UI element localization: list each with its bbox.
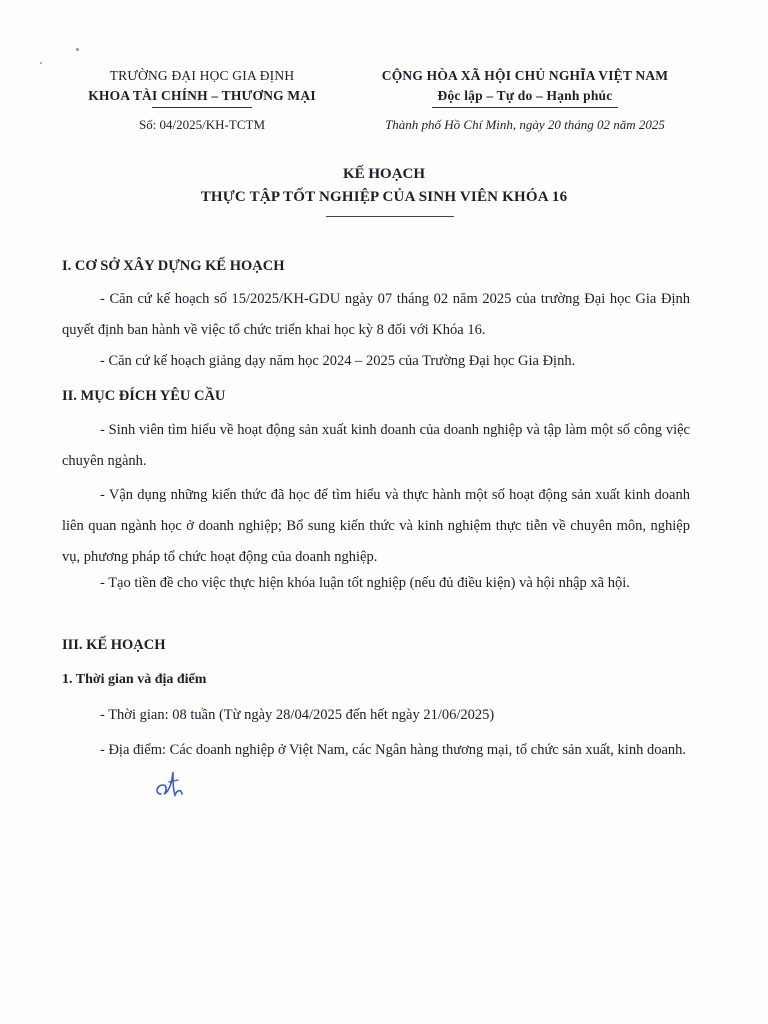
signature-icon: [152, 768, 186, 802]
doc-subtitle: THỰC TẬP TỐT NGHIỆP CỦA SINH VIÊN KHÓA 16: [200, 189, 568, 205]
paragraph: - Tạo tiền đề cho việc thực hiện khóa luận tốt nghiệp (nếu đủ điều kiện) và hội nhập xã hội.: [100, 575, 630, 591]
paragraph: - Căn cứ kế hoạch số 15/2025/KH-GDU ngày 07 tháng 02 năm 2025 của trường Đại học Gia Định quyết định ban hành về việc tổ chức triển khai học kỳ 8 đối với Khóa 16.: [62, 291, 690, 338]
national-motto: Độc lập – Tự do – Hạnh phúc: [437, 88, 613, 103]
paragraph: - Vận dụng những kiến thức đã học để tìm hiểu và thực hành một số hoạt động sản xuất kinh doanh liên quan ngành học ở doanh nghiệp; Bổ sung kiến thức và kinh nghiệm thực tiễn về chuyên môn, nghiệp vụ, phương pháp tổ chức hoạt động của doanh nghiệp.: [62, 487, 690, 565]
paragraph: - Thời gian: 08 tuần (Từ ngày 28/04/2025 đến hết ngày 21/06/2025): [100, 707, 495, 723]
section-heading: I. CƠ SỞ XÂY DỰNG KẾ HOẠCH: [62, 258, 285, 274]
scan-speck: [40, 62, 42, 64]
header-left: [62, 66, 342, 133]
scan-speck: [76, 48, 79, 51]
paragraph: - Địa điểm: Các doanh nghiệp ở Việt Nam, các Ngân hàng thương mại, tổ chức sản xuất, kinh doanh.: [100, 742, 687, 758]
doc-title: KẾ HOẠCH: [342, 166, 426, 182]
document-number: Số: 04/2025/KH-TCTM: [138, 117, 266, 132]
title-rule: [326, 216, 454, 217]
section-heading: II. MỤC ĐÍCH YÊU CẦU: [62, 388, 226, 404]
faculty-underline: [152, 107, 252, 108]
faculty-name: KHOA TÀI CHÍNH – THƯƠNG MẠI: [88, 88, 316, 103]
header-right: [340, 66, 710, 133]
country-name: CỘNG HÒA XÃ HỘI CHỦ NGHĨA VIỆT NAM: [381, 68, 669, 83]
subsection-heading: 1. Thời gian và địa điểm: [62, 672, 207, 687]
university-name: TRƯỜNG ĐẠI HỌC GIA ĐỊNH: [109, 68, 295, 83]
paragraph: - Sinh viên tìm hiểu về hoạt động sản xuất kinh doanh của doanh nghiệp và tập làm một số công việc chuyên ngành.: [62, 422, 690, 469]
motto-underline: [432, 107, 618, 108]
place-date: Thành phố Hồ Chí Minh, ngày 20 tháng 02 năm 2025: [385, 117, 665, 132]
section-heading: III. KẾ HOẠCH: [62, 637, 166, 653]
paragraph: - Căn cứ kế hoạch giảng dạy năm học 2024 – 2025 của Trường Đại học Gia Định.: [100, 353, 576, 369]
